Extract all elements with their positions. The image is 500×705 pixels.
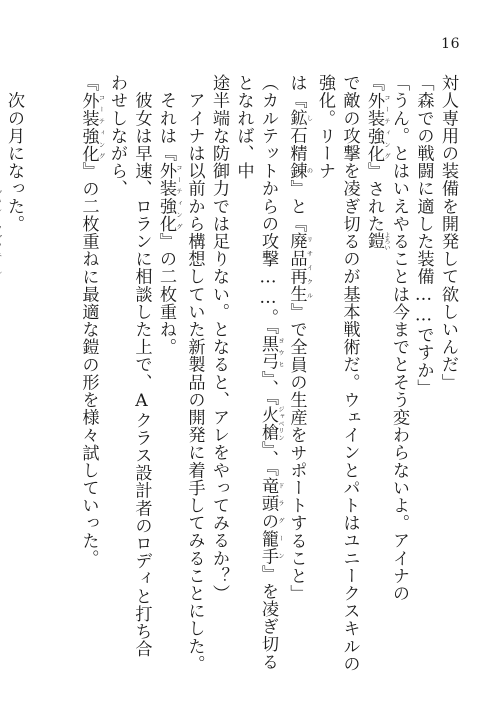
ruby-reading: リサイクル bbox=[305, 232, 313, 303]
text-line bbox=[182, 74, 207, 674]
text-run: 彼女は早速、ロランに相談した上で、Aクラス設計者のロディと打ち合わせしながら、 bbox=[107, 74, 152, 658]
ruby-word bbox=[258, 476, 284, 565]
text-run: 次の月になった。 bbox=[4, 74, 24, 233]
ruby-base: 外装強化 bbox=[156, 162, 176, 233]
text-run: 』で全員の生産をサポートすること」 bbox=[286, 302, 307, 603]
ruby-reading: コーティング bbox=[175, 162, 182, 233]
ruby-reading: ジャベリン bbox=[277, 405, 284, 441]
ruby-word bbox=[364, 231, 390, 251]
ruby-reading: ドラグーン bbox=[277, 476, 284, 565]
text-line bbox=[362, 74, 412, 674]
ruby-reading: コーティング bbox=[97, 91, 105, 163]
text-line bbox=[207, 74, 232, 674]
ruby-reading: しの bbox=[305, 109, 313, 180]
ruby-base: 火槍 bbox=[258, 405, 278, 442]
page-number: 16 bbox=[441, 36, 460, 52]
text-run: （カルテットからの攻撃……。『 bbox=[258, 74, 278, 335]
text-line bbox=[231, 74, 284, 674]
text-run: 』を凌ぎ切るとなれば、中 bbox=[233, 74, 278, 671]
ruby-word bbox=[286, 232, 313, 303]
text-run: で敵の攻撃を凌ぎ切るのが基本戦術だ。ウェインとパトはユニークスキルの強化。リーナ bbox=[315, 74, 360, 673]
ruby-base: 廃品再生 bbox=[286, 232, 307, 303]
text-run: 』と『 bbox=[286, 179, 307, 233]
text-run: は『 bbox=[286, 74, 307, 110]
text-line bbox=[76, 74, 105, 674]
ruby-word bbox=[156, 162, 182, 233]
ruby-reading bbox=[0, 189, 2, 277]
ruby-word bbox=[78, 91, 105, 163]
text-line bbox=[436, 74, 461, 674]
ruby-base: 鉱石精錬 bbox=[286, 109, 307, 180]
text-run: アイナは以前から構想していた新製品の開発に着手してみることにした。 bbox=[184, 74, 205, 673]
text-line bbox=[2, 74, 27, 674]
text-run: 』、『 bbox=[258, 441, 278, 477]
text-run: 『 bbox=[78, 74, 99, 92]
ruby-base: 外装強化 bbox=[78, 91, 99, 163]
ruby-reading: コーティング bbox=[383, 91, 390, 163]
ruby-base: 竜頭の籠手 bbox=[258, 476, 278, 565]
ruby-word bbox=[258, 335, 284, 371]
ruby-word bbox=[258, 405, 284, 442]
text-run: 』、『 bbox=[258, 370, 278, 406]
text-run: 』の二枚重ね。 bbox=[156, 232, 176, 356]
text-run: 「うん。とはいえやることは今までとそう変わらないよ。アイナの『 bbox=[364, 74, 409, 602]
text-line bbox=[313, 74, 362, 674]
ruby-reading: ヨウヒ bbox=[277, 335, 284, 371]
text-line bbox=[154, 74, 183, 674]
section-break bbox=[26, 74, 76, 674]
ruby-base: 外装強化 bbox=[364, 91, 384, 163]
ruby-reading: よろい bbox=[383, 231, 390, 251]
text-run: 』の二枚重ねに最適な鎧の形を様々試していった。 bbox=[78, 162, 99, 567]
text-line bbox=[411, 74, 436, 674]
ruby-base: 鎧 bbox=[364, 231, 384, 251]
text-line bbox=[105, 74, 154, 674]
ruby-base: 黒弓 bbox=[258, 335, 278, 371]
text-run: 途半端な防御力では足りない。となると、アレをやってみるか？） bbox=[209, 74, 229, 602]
text-run: 対人専用の装備を開発して欲しいんだ」 bbox=[438, 74, 458, 391]
text-run: 』された bbox=[364, 162, 384, 233]
text-line bbox=[284, 74, 313, 674]
ruby-word bbox=[286, 109, 313, 180]
text-run: それは『 bbox=[156, 74, 176, 162]
text-run: 「森での戦闘に適した装備……ですか」 bbox=[413, 74, 434, 397]
ruby-word bbox=[364, 91, 390, 163]
vertical-body-text bbox=[0, 74, 460, 674]
